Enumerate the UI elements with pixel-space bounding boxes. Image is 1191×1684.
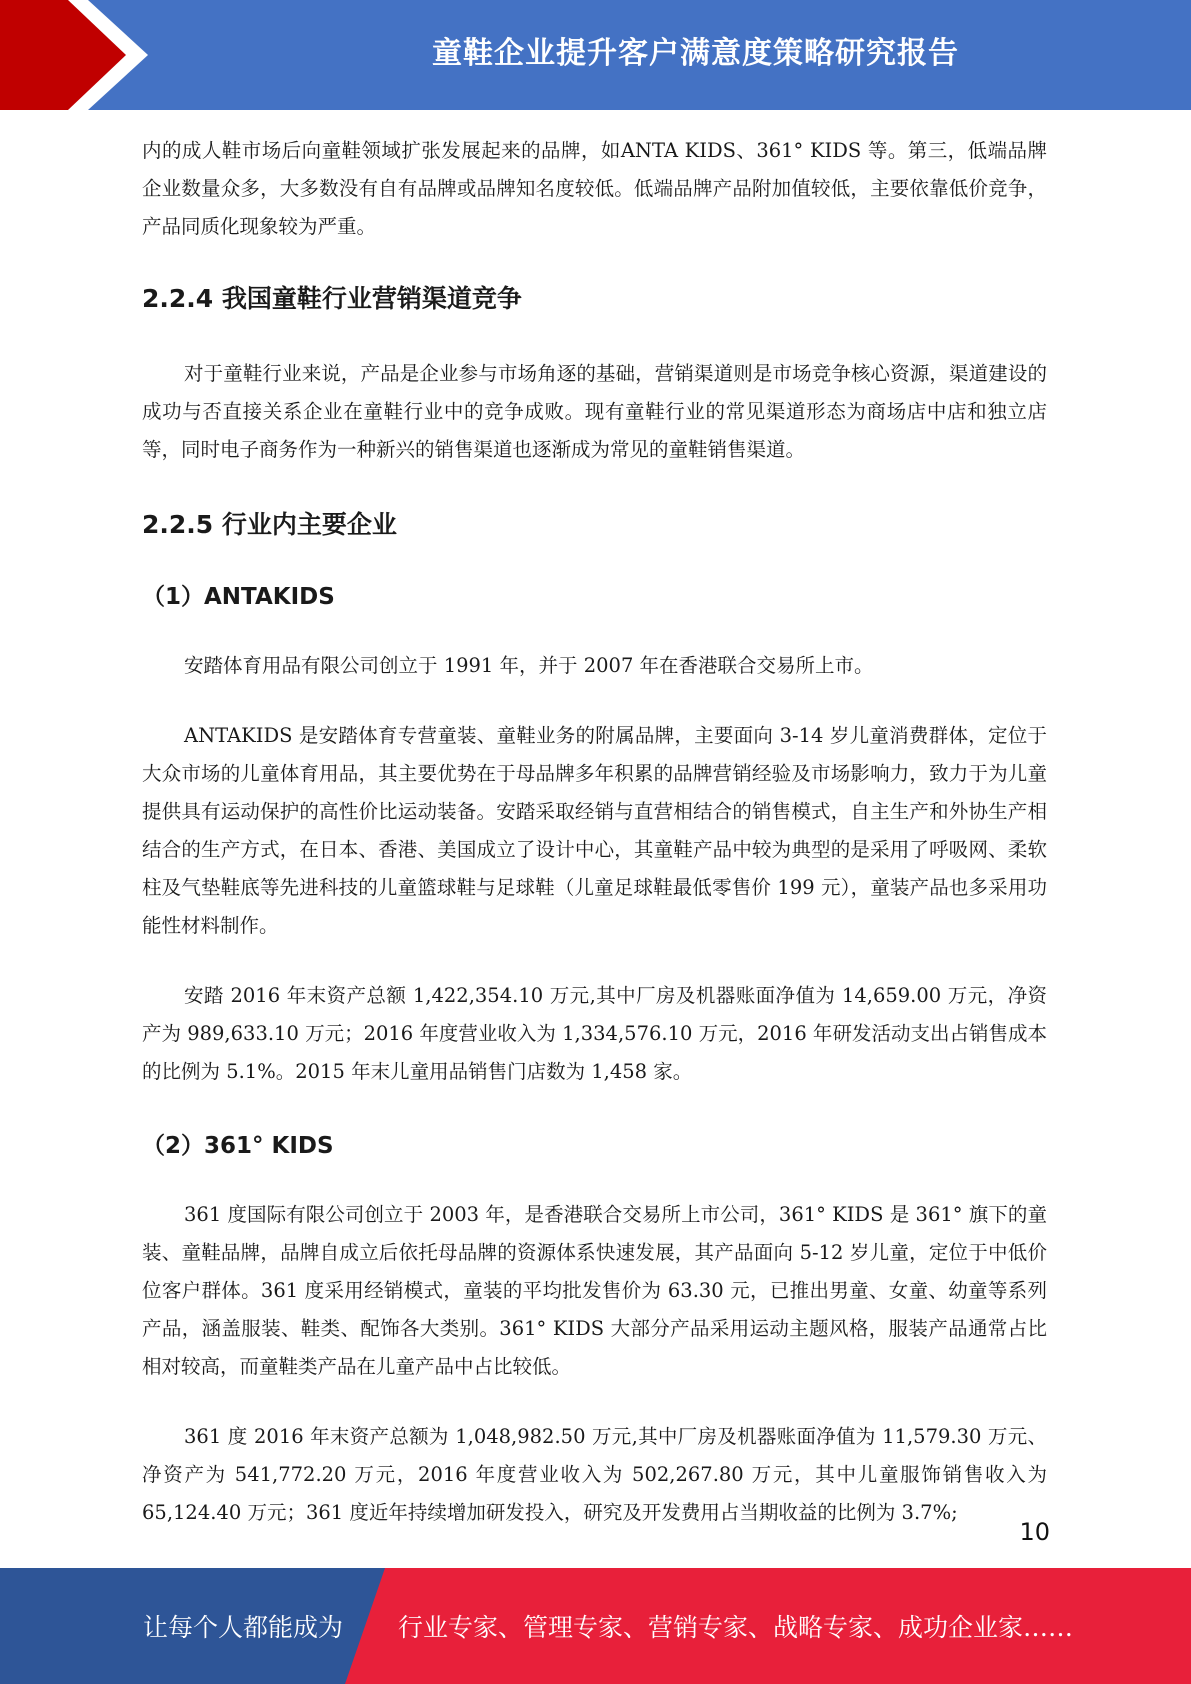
361-kids-paragraph-1: 361 度国际有限公司创立于 2003 年，是香港联合交易所上市公司，361° KIDS 是 361° 旗下的童装、童鞋品牌，品牌自成立后依托母品牌的资源体系快速发展，其产品面向 5-12 岁儿童，定位于中低价位客户群体。361 度采用经销模式，童装的平均批发售价为 63.30 元，已推出男童、女童、幼童等系列产品，涵盖服装、鞋类、配饰各大类别。361° KIDS 大部分产品采用运动主题风格，服装产品通常占比相对较高，而童鞋类产品在儿童产品中占比较低。 — [142, 1203, 1047, 1378]
361-kids-paragraph-2: 361 度 2016 年末资产总额为 1,048,982.50 万元,其中厂房及机器账面净值为 11,579.30 万元、净资产为 541,772.20 万元，2016 年度营业收入为 502,267.80 万元，其中儿童服饰销售收入为 65,124.40 万元；361 度近年持续增加研发投入，研究及开发费用占当期收益的比例为 3.7%; — [142, 1425, 1047, 1524]
page-number: 10 — [1019, 1518, 1050, 1546]
section-heading-2-2-5: 2.2.5 行业内主要企业 — [142, 510, 397, 539]
antakids-paragraph-3: 安踏 2016 年末资产总额 1,422,354.10 万元,其中厂房及机器账面净值为 14,659.00 万元，净资产为 989,633.10 万元；2016 年度营业收入为 1,334,576.10 万元，2016 年研发活动支出占销售成本的比例为 5.1%。2015 年末儿童用品销售门店数为 1,458 家。 — [142, 984, 1047, 1083]
footer-slogan-right: 行业专家、管理专家、营销专家、战略专家、成功企业家…… — [398, 1613, 1074, 1642]
intro-paragraph: 内的成人鞋市场后向童鞋领域扩张发展起来的品牌，如ANTA KIDS、361° KIDS 等。第三，低端品牌企业数量众多，大多数没有自有品牌或品牌知名度较低。低端品牌产品附加值较低，主要依靠低价竞争，产品同质化现象较为严重。 — [142, 139, 1047, 238]
subsection-heading-361-kids: （2）361° KIDS — [142, 1133, 334, 1159]
antakids-paragraph-2: ANTAKIDS 是安踏体育专营童装、童鞋业务的附属品牌，主要面向 3-14 岁儿童消费群体，定位于大众市场的儿童体育用品，其主要优势在于母品牌多年积累的品牌营销经验及市场影响力，致力于为儿童提供具有运动保护的高性价比运动装备。安踏采取经销与直营相结合的销售模式，自主生产和外协生产相结合的生产方式，在日本、香港、美国成立了设计中心，其童鞋产品中较为典型的是采用了呼吸网、柔软柱及气垫鞋底等先进科技的儿童篮球鞋与足球鞋（儿童足球鞋最低零售价 199 元），童装产品也多采用功能性材料制作。 — [142, 724, 1047, 937]
report-title: 童鞋企业提升客户满意度策略研究报告 — [432, 36, 959, 71]
page-content — [142, 132, 1047, 1532]
subsection-heading-antakids: （1）ANTAKIDS — [142, 584, 335, 610]
antakids-paragraph-1: 安踏体育用品有限公司创立于 1991 年，并于 2007 年在香港联合交易所上市。 — [184, 654, 874, 677]
page-footer — [0, 1568, 1191, 1684]
footer-slogan-left: 让每个人都能成为 — [143, 1613, 344, 1642]
page-header — [0, 0, 1191, 110]
header-arrow-icon — [0, 0, 160, 110]
section-heading-2-2-4: 2.2.4 我国童鞋行业营销渠道竞争 — [142, 284, 522, 313]
section-2-2-4-paragraph: 对于童鞋行业来说，产品是企业参与市场角逐的基础，营销渠道则是市场竞争核心资源，渠道建设的成功与否直接关系企业在童鞋行业中的竞争成败。现有童鞋行业的常见渠道形态为商场店中店和独立店等，同时电子商务作为一种新兴的销售渠道也逐渐成为常见的童鞋销售渠道。 — [142, 362, 1047, 461]
